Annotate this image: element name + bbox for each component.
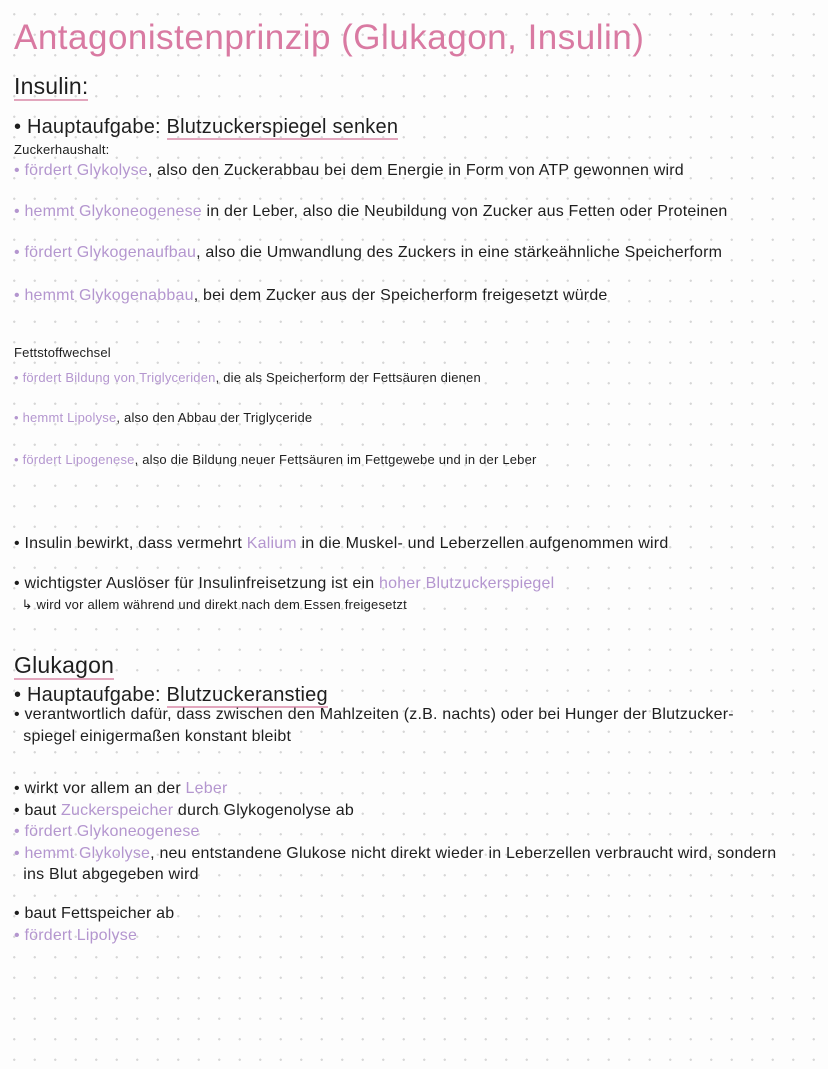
note-text: in der Leber, also die Neubildung von Zucker aus Fetten oder Proteinen [201, 203, 728, 220]
highlighted-term: • fördert Lipolyse [14, 927, 138, 944]
note-text: , also die Umwandlung des Zuckers in eine stärkeähnliche Speicherform [196, 244, 723, 261]
note-text: • wichtigster Auslöser für Insulinfreisetzung ist ein [14, 575, 380, 592]
bullet [14, 927, 137, 945]
highlighted-term: • fördert Glykolyse [14, 162, 148, 179]
note-text: Blutzuckerspiegel senken [166, 116, 399, 138]
bullet-continued [14, 866, 199, 884]
highlighted-term: • hemmt Glykogenabbau [14, 287, 194, 304]
note-text: spiegel einigermaßen konstant bleibt [14, 728, 292, 745]
note-text: • Hauptaufgabe: [14, 116, 167, 138]
bullet [14, 370, 481, 385]
bullet [14, 780, 227, 798]
note-text: , bei dem Zucker aus der Speicherform freigesetzt würde [193, 287, 608, 304]
note-text: , neu entstandene Glukose nicht direkt wieder in Leberzellen verbraucht wird, sondern [150, 845, 777, 862]
glukagon-main-task [14, 684, 328, 707]
highlighted-term: Zuckerspeicher [61, 802, 174, 819]
note-text: • verantwortlich dafür, dass zwischen den Mahlzeiten (z.B. nachts) oder bei Hunger der Blutzucker- [14, 706, 734, 723]
highlighted-term: • fördert Bildung von Triglyceriden [14, 370, 216, 385]
note-text: Glukagon [14, 652, 115, 678]
note-text: Fettstoffwechsel [14, 345, 111, 360]
bullet [14, 287, 608, 305]
bullet [14, 535, 668, 553]
bullet [14, 575, 554, 593]
note-text: • Hauptaufgabe: [14, 684, 167, 706]
note-text: • baut [14, 802, 62, 819]
note-text: , also den Abbau der Triglyceride [116, 410, 313, 425]
bullet [14, 203, 728, 221]
highlighted-term: Leber [185, 780, 228, 797]
bullet [14, 410, 312, 425]
note-text: Insulin: [14, 73, 89, 99]
highlighted-term: • hemmt Glykolyse [14, 845, 151, 862]
note-text: durch Glykogenolyse ab [173, 802, 354, 819]
note-text: ↳ wird vor allem während und direkt nach dem Essen freigesetzt [14, 597, 407, 612]
note-text: in die Muskel- und Leberzellen aufgenommen wird [296, 535, 669, 552]
insulin-main-task [14, 116, 398, 139]
bullet-continued [14, 728, 291, 746]
highlighted-term: • hemmt Lipolyse [14, 410, 117, 425]
note-text: • Insulin bewirkt, dass vermehrt [14, 535, 247, 552]
note-text: Blutzuckeranstieg [166, 684, 328, 706]
bullet [14, 823, 200, 841]
highlighted-term: Kalium [246, 535, 297, 552]
note-text: ins Blut abgegeben wird [14, 866, 199, 883]
note-text: • baut Fettspeicher ab [14, 905, 175, 922]
note-text: • wirkt vor allem an der [14, 780, 186, 797]
highlighted-term: • hemmt Glykoneogenese [14, 203, 202, 220]
note-text: , die als Speicherform der Fettsäuren dienen [215, 370, 481, 385]
note-text: , also den Zuckerabbau bei dem Energie in Form von ATP gewonnen wird [147, 162, 684, 179]
note-text: Zuckerhaushalt: [14, 142, 110, 157]
note-text: , also die Bildung neuer Fettsäuren im Fettgewebe und in der Leber [134, 452, 537, 467]
bullet [14, 905, 174, 923]
highlighted-term: • fördert Glykogenaufbau [14, 244, 197, 261]
bullet [14, 845, 776, 863]
bullet [14, 452, 537, 467]
bullet [14, 706, 734, 724]
highlighted-term: hoher Blutzuckerspiegel [379, 575, 555, 592]
heading-insulin [14, 73, 88, 100]
section-fat-metabolism [14, 345, 111, 360]
heading-glukagon [14, 652, 114, 679]
bullet [14, 162, 684, 180]
page-title: Antagonistenprinzip (Glukagon, Insulin) [14, 18, 645, 57]
highlighted-term: • fördert Glykoneogenese [14, 823, 200, 840]
bullet [14, 802, 354, 820]
sub-note [14, 597, 407, 613]
highlighted-term: • fördert Lipogenese [14, 452, 135, 467]
section-sugar-metabolism [14, 142, 110, 157]
bullet [14, 244, 722, 262]
